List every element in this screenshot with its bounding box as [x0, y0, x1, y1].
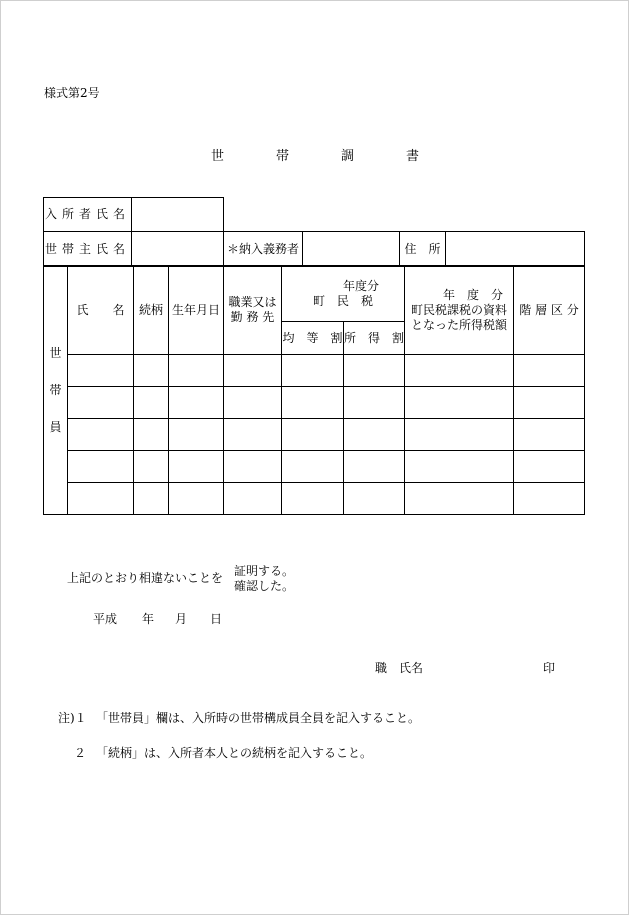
certification-prefix: 上記のとおり相違ないことを: [67, 571, 224, 585]
member-occupation-cell[interactable]: [224, 451, 282, 483]
header-income-portion: 所 得 割: [344, 322, 405, 355]
member-name-cell[interactable]: [68, 451, 134, 483]
title-char-4: 書: [406, 149, 420, 164]
member-bracket-cell[interactable]: [514, 451, 585, 483]
resident-name-field[interactable]: [132, 198, 224, 232]
member-income-tax-cell[interactable]: [405, 419, 514, 451]
certification-option-confirm[interactable]: 確認した。: [234, 579, 295, 593]
member-name-cell[interactable]: [68, 483, 134, 515]
member-bracket-cell[interactable]: [514, 387, 585, 419]
members-side-char-3: 員: [49, 419, 62, 434]
taxpayer-field[interactable]: [303, 232, 400, 267]
header-occupation: [224, 266, 282, 355]
member-occupation-cell[interactable]: [224, 419, 282, 451]
document-title: [211, 149, 419, 165]
member-relation-cell[interactable]: [134, 451, 169, 483]
member-occupation-cell[interactable]: [224, 387, 282, 419]
member-bracket-cell[interactable]: [514, 419, 585, 451]
title-char-2: 帯: [276, 149, 290, 164]
address-field[interactable]: [446, 232, 585, 267]
certification-option-certify[interactable]: 証明する。: [234, 564, 295, 578]
address-label: 住 所: [400, 232, 446, 267]
member-relation-cell[interactable]: [134, 483, 169, 515]
member-per-capita-cell[interactable]: [282, 451, 344, 483]
member-name-cell[interactable]: [68, 419, 134, 451]
title-char-3: 調: [341, 149, 355, 164]
member-per-capita-cell[interactable]: [282, 355, 344, 387]
member-birthdate-cell[interactable]: [169, 419, 224, 451]
member-name-cell[interactable]: [68, 387, 134, 419]
member-relation-cell[interactable]: [134, 355, 169, 387]
date-era: 平成: [93, 612, 118, 626]
member-occupation-cell[interactable]: [224, 355, 282, 387]
resident-name-label: 入所者氏名: [44, 198, 132, 232]
form-number: 様式第2号: [44, 86, 100, 100]
note-1-text: 「世帯員」欄は、入所時の世帯構成員全員を記入すること。: [96, 711, 421, 725]
member-row: [44, 483, 585, 515]
member-relation-cell[interactable]: [134, 419, 169, 451]
header-bracket: 階 層 区 分: [514, 266, 585, 355]
member-row: [44, 419, 585, 451]
member-row: [44, 451, 585, 483]
member-income-tax-cell[interactable]: [405, 483, 514, 515]
resident-name-table: [43, 197, 224, 232]
header-income-tax-amount: [405, 266, 514, 355]
header-occupation-line1: 職業又は: [228, 295, 277, 309]
header-income-year-line2: 町民税課税の資料: [411, 302, 508, 317]
members-side-char-1: 世: [49, 345, 62, 360]
member-income-portion-cell[interactable]: [344, 387, 405, 419]
note-1-number: 注)１: [58, 711, 87, 725]
header-town-tax-line1: 年度分: [343, 278, 380, 293]
member-income-portion-cell[interactable]: [344, 419, 405, 451]
member-per-capita-cell[interactable]: [282, 483, 344, 515]
header-per-capita: 均 等 割: [282, 322, 344, 355]
member-income-tax-cell[interactable]: [405, 451, 514, 483]
member-row: [44, 355, 585, 387]
date-month-label: 月: [175, 612, 188, 626]
householder-field[interactable]: [132, 232, 224, 267]
member-row: [44, 387, 585, 419]
householder-label: 世帯主氏名: [44, 232, 132, 267]
header-town-tax-line2: 町 民 税: [313, 293, 374, 308]
header-income-year-line3: となった所得税額: [411, 317, 508, 332]
member-per-capita-cell[interactable]: [282, 387, 344, 419]
member-income-tax-cell[interactable]: [405, 387, 514, 419]
members-side-label: [44, 266, 68, 515]
member-bracket-cell[interactable]: [514, 483, 585, 515]
note-2-text: 「続柄」は、入所者本人との続柄を記入すること。: [96, 746, 373, 760]
signature-label: 職 氏名: [375, 661, 424, 675]
member-birthdate-cell[interactable]: [169, 451, 224, 483]
header-income-year-line1: 年 度 分: [443, 287, 504, 302]
member-income-portion-cell[interactable]: [344, 355, 405, 387]
member-occupation-cell[interactable]: [224, 483, 282, 515]
householder-table: [43, 231, 585, 267]
header-relation: 続柄: [134, 266, 169, 355]
title-char-1: 世: [211, 149, 225, 164]
date-day-label: 日: [210, 612, 223, 626]
household-members-table: [43, 265, 585, 515]
member-income-portion-cell[interactable]: [344, 451, 405, 483]
members-side-char-2: 帯: [49, 382, 62, 397]
date-year-label: 年: [142, 612, 155, 626]
seal-mark: 印: [543, 661, 556, 675]
note-2-number: ２: [74, 746, 87, 760]
member-per-capita-cell[interactable]: [282, 419, 344, 451]
header-occupation-line2: 勤 務 先: [230, 310, 275, 324]
member-birthdate-cell[interactable]: [169, 483, 224, 515]
member-income-portion-cell[interactable]: [344, 483, 405, 515]
member-relation-cell[interactable]: [134, 387, 169, 419]
member-name-cell[interactable]: [68, 355, 134, 387]
member-birthdate-cell[interactable]: [169, 387, 224, 419]
taxpayer-label: ＊納入義務者: [224, 232, 303, 267]
member-birthdate-cell[interactable]: [169, 355, 224, 387]
member-bracket-cell[interactable]: [514, 355, 585, 387]
header-birthdate: 生年月日: [169, 266, 224, 355]
header-name: 氏 名: [68, 266, 134, 355]
member-income-tax-cell[interactable]: [405, 355, 514, 387]
header-town-tax: [282, 266, 405, 322]
